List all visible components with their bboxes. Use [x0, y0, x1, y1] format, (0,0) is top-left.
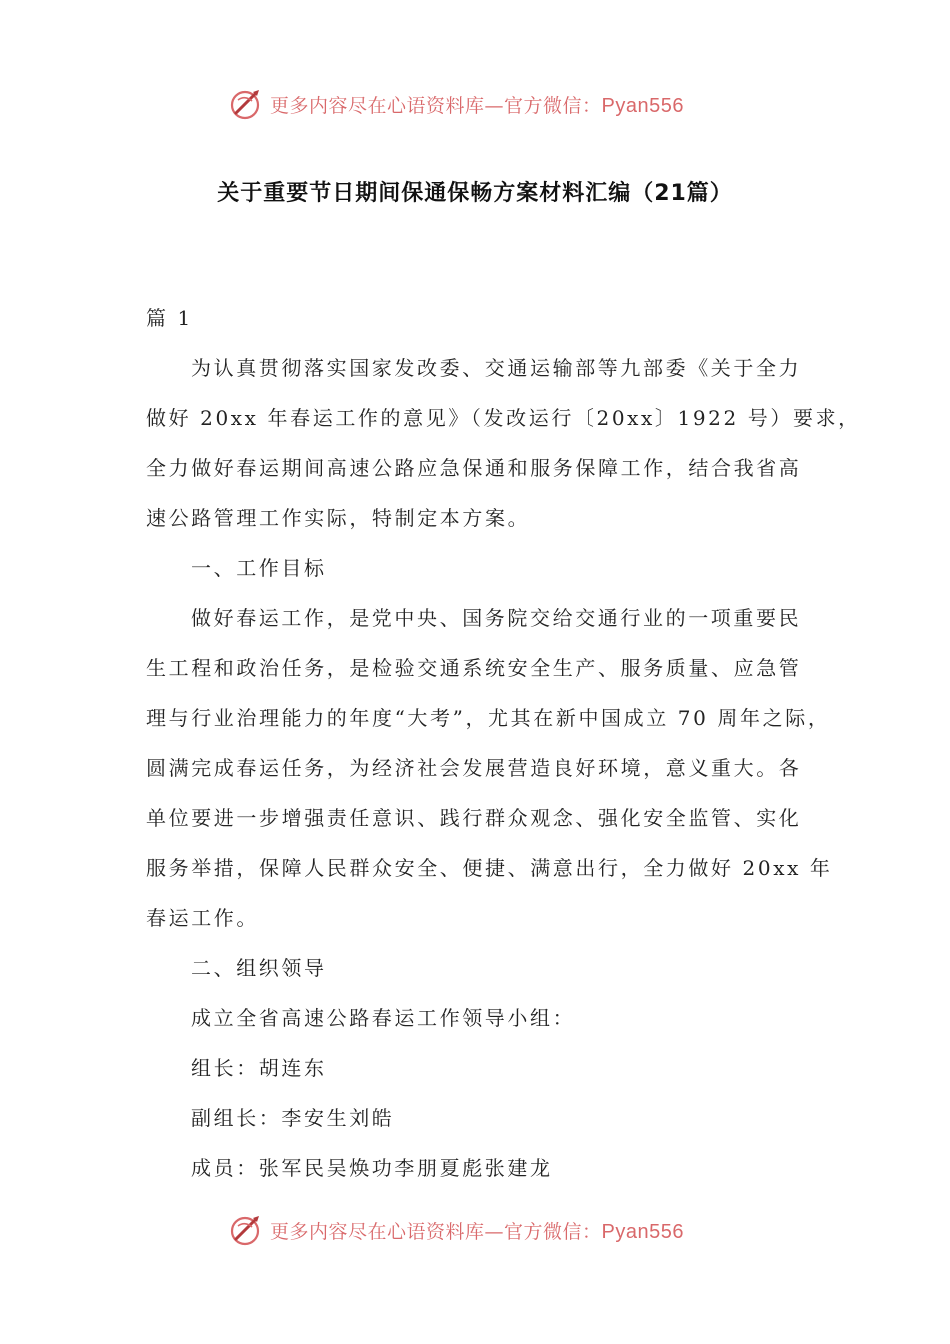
paragraph-line: 服务举措，保障人民群众安全、便捷、满意出行，全力做好 20xx 年 [146, 856, 833, 880]
paragraph-line: 理与行业治理能力的年度“大考”，尤其在新中国成立 70 周年之际， [146, 706, 831, 730]
paragraph-line: 单位要进一步增强责任意识、践行群众观念、强化安全监管、实化 [146, 806, 802, 830]
banner-text: 更多内容尽在心语资料库—官方微信： [270, 94, 602, 117]
banner-wechat-id: Pyan556 [601, 1220, 684, 1243]
watermark-banner-bottom [228, 1210, 728, 1250]
banner-text: 更多内容尽在心语资料库—官方微信： [270, 1220, 602, 1243]
paragraph-line: 全力做好春运期间高速公路应急保通和服务保障工作，结合我省高 [146, 456, 802, 480]
paragraph-line: 圆满完成春运任务，为经济社会发展营造良好环境，意义重大。各 [146, 756, 802, 780]
paragraph-line: 做好 20xx 年春运工作的意见》（发改运行〔20xx〕1922 号）要求， [146, 406, 861, 430]
paragraph-line: 为认真贯彻落实国家发改委、交通运输部等九部委《关于全力 [191, 356, 802, 380]
paragraph-line: 生工程和政治任务，是检验交通系统安全生产、服务质量、应急管 [146, 656, 802, 680]
paragraph-line: 成立全省高速公路春运工作领导小组： [191, 1006, 576, 1030]
pen-logo-icon [228, 86, 264, 122]
document-title: 关于重要节日期间保通保畅方案材料汇编（21篇） [217, 181, 733, 206]
section-label: 篇 1 [146, 306, 193, 330]
paragraph-line: 速公路管理工作实际，特制定本方案。 [146, 506, 531, 530]
paragraph-line: 组长：胡连东 [191, 1056, 327, 1080]
paragraph-line: 成员：张军民吴焕功李朋夏彪张建龙 [191, 1156, 553, 1180]
section-heading: 一、工作目标 [191, 556, 327, 580]
watermark-banner-top [228, 84, 728, 124]
banner-wechat-id: Pyan556 [601, 94, 684, 117]
document-body [146, 301, 861, 1201]
pen-logo-icon [228, 1212, 264, 1248]
section-heading: 二、组织领导 [191, 956, 327, 980]
paragraph-line: 做好春运工作，是党中央、国务院交给交通行业的一项重要民 [191, 606, 802, 630]
paragraph-line: 副组长：李安生刘皓 [191, 1106, 395, 1130]
paragraph-line: 春运工作。 [146, 906, 259, 930]
